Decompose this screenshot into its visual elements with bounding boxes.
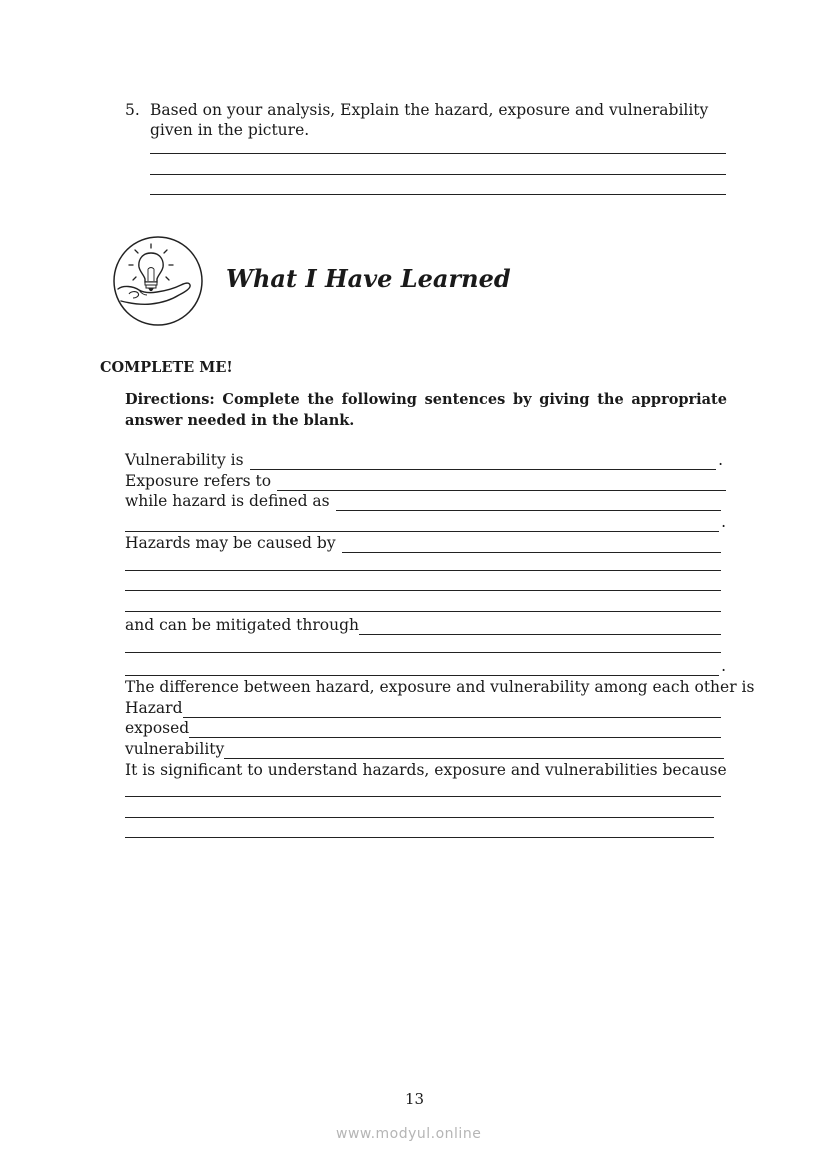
significant-line-1[interactable] xyxy=(125,796,721,797)
vulnerability-row[interactable] xyxy=(125,450,723,470)
mitigated-blank[interactable] xyxy=(359,620,721,635)
mitigated-line-2[interactable] xyxy=(125,652,721,653)
exposed-label: exposed xyxy=(125,719,190,737)
mitigated-row-3[interactable] xyxy=(125,656,726,676)
exposed-blank[interactable] xyxy=(189,723,721,738)
answer-line-2[interactable] xyxy=(150,174,726,175)
exposed-row[interactable] xyxy=(125,718,721,738)
section-title: What I Have Learned xyxy=(226,264,511,293)
hazards-caused-row[interactable] xyxy=(125,533,721,553)
exposure-row[interactable] xyxy=(125,471,726,491)
mitigated-label: and can be mitigated through xyxy=(125,616,360,634)
hazard-defined-blank[interactable] xyxy=(336,496,721,511)
vulnerability-label: Vulnerability is xyxy=(125,451,244,469)
hazard-defined-row[interactable] xyxy=(125,491,721,511)
lightbulb-in-hand-icon xyxy=(111,235,205,327)
hazard-defined-label: while hazard is defined as xyxy=(125,492,330,510)
hazard-defined-blank-2[interactable] xyxy=(125,517,719,532)
hazard-defined-row-2[interactable] xyxy=(125,512,726,532)
question-text-line2: given in the picture. xyxy=(150,121,310,139)
hazards-caused-line-3[interactable] xyxy=(125,590,721,591)
vulnerability-blank-2[interactable] xyxy=(224,744,724,759)
vulnerability-row-2[interactable] xyxy=(125,739,724,759)
hazards-caused-label: Hazards may be caused by xyxy=(125,534,336,552)
exposure-label: Exposure refers to xyxy=(125,472,272,490)
hazards-caused-line-4[interactable] xyxy=(125,611,721,612)
page-number: 13 xyxy=(405,1090,425,1108)
exposure-blank[interactable] xyxy=(277,476,726,491)
significant-line-2[interactable] xyxy=(125,817,714,818)
watermark: www.modyul.online xyxy=(336,1126,482,1142)
question-text-line1: Based on your analysis, Explain the hazard, exposure and vulnerability xyxy=(150,101,709,119)
question-number: 5. xyxy=(125,101,140,119)
vulnerability-blank[interactable] xyxy=(250,455,716,470)
hazards-caused-blank[interactable] xyxy=(342,538,721,553)
period-mark: . xyxy=(721,513,726,531)
vulnerability-label-2: vulnerability xyxy=(125,740,225,758)
period-mark: . xyxy=(721,657,726,675)
hazard-label: Hazard xyxy=(125,699,183,717)
significant-line-3[interactable] xyxy=(125,837,714,838)
period-mark: . xyxy=(718,451,723,469)
answer-line-3[interactable] xyxy=(150,194,726,195)
mitigated-row[interactable] xyxy=(125,615,721,635)
activity-title: COMPLETE ME! xyxy=(100,359,233,376)
directions-text: Directions: Complete the following sentences by giving the appropriate answer needed in the blank. xyxy=(125,391,727,429)
hazards-caused-line-2[interactable] xyxy=(125,570,721,571)
mitigated-blank-3[interactable] xyxy=(125,661,719,676)
answer-line-1[interactable] xyxy=(150,153,726,154)
hazard-blank[interactable] xyxy=(183,703,722,718)
significant-text: It is significant to understand hazards, exposure and vulnerabilities because xyxy=(125,761,727,779)
difference-text: The difference between hazard, exposure and vulnerability among each other is xyxy=(125,678,755,696)
hazard-row[interactable] xyxy=(125,698,721,718)
